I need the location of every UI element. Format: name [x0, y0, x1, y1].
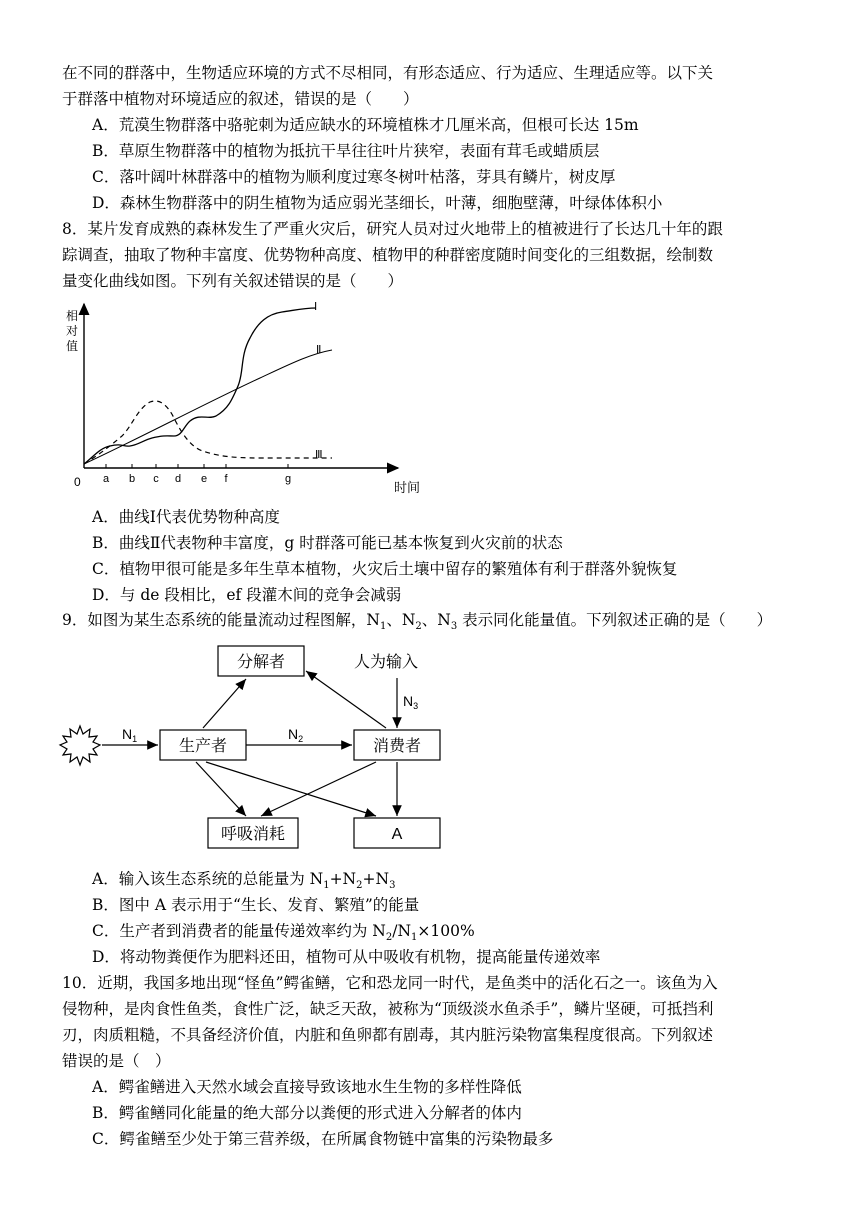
q10-stem-line-3: 刃，肉质粗糙，不具备经济价值，内脏和鱼卵都有剧毒，其内脏污染物富集程度很高。下列叙述: [62, 1026, 714, 1044]
x-tick-label: g: [284, 473, 292, 485]
x-tick-label: b: [128, 473, 136, 485]
q8-option-b: B．曲线Ⅱ代表物种丰富度，g 时群落可能已基本恢复到火灾前的状态: [92, 534, 563, 552]
line-chart: [60, 296, 440, 502]
a-box-label: A: [391, 826, 403, 843]
origin-label: 0: [74, 475, 81, 489]
producer-to-a-arrow: [206, 762, 376, 816]
q10-option-c: C．鳄雀鳝至少处于第三营养级，在所属食物链中富集的污染物最多: [92, 1130, 554, 1148]
y-axis-label-char-3: 值: [66, 339, 79, 353]
q8-stem-line-3: 量变化曲线如图。下列有关叙述错误的是（ ）: [62, 272, 404, 290]
q9-stem: 9．如图为某生态系统的能量流动过程图解，$N_1$、$N_2$、$N_3$ 表示同化能量值。下列叙述正确的是（ ）: [62, 611, 773, 633]
q10-option-a: A．鳄雀鳝进入天然水域会直接导致该地水生生物的多样性降低: [92, 1078, 522, 1096]
sun-icon: [60, 726, 100, 765]
q10-stem-line-2: 侵物种，是肉食性鱼类，食性广泛，缺乏天敌，被称为“顶级淡水鱼杀手”，鳞片坚硬，可抵挡利: [62, 1000, 714, 1018]
producer-label: 生产者: [178, 736, 228, 755]
series-I-line: [84, 308, 316, 464]
x-tick-label: c: [153, 473, 159, 485]
respiration-label: 呼吸消耗: [220, 824, 286, 843]
q9-option-a: A．输入该生态系统的总能量为 $N_1+N_2+N_3$: [92, 870, 396, 892]
q8-option-a: A．曲线Ⅰ代表优势物种高度: [92, 508, 280, 526]
series-II-line: [84, 350, 332, 464]
q9-energy-diagram: [56, 636, 476, 856]
x-tick-label: e: [200, 473, 208, 485]
series-II-label: Ⅱ: [316, 344, 322, 356]
x-tick-label: f: [224, 473, 228, 485]
q7-stem-line-2: 于群落中植物对环境适应的叙述，错误的是（ ）: [62, 90, 419, 108]
series-III-line: [84, 401, 332, 464]
q8-chart: [60, 296, 440, 502]
y-axis-label-char-1: 相: [66, 309, 79, 323]
y-axis-label-char-2: 对: [66, 324, 79, 338]
x-axis-label: 时间: [394, 481, 421, 496]
x-tick-label: d: [174, 473, 182, 485]
x-tick-label: a: [102, 473, 110, 485]
q9-option-c: C．生产者到消费者的能量传递效率约为 $N_2/N_1\times 100\%$: [92, 922, 475, 944]
n2-label: $N_2$: [288, 726, 304, 744]
consumer-to-decomposer-arrow: [306, 671, 386, 728]
human-input-label: 人为输入: [353, 652, 419, 671]
n3-label: $N_3$: [403, 693, 419, 711]
series-III-label: Ⅲ: [315, 449, 323, 461]
q9-option-b: B．图中 A 表示用于“生长、发育、繁殖”的能量: [92, 896, 420, 914]
series-I-label: Ⅰ: [314, 301, 318, 313]
consumer-label: 消费者: [372, 736, 422, 755]
q10-option-b: B．鳄雀鳝同化能量的绝大部分以粪便的形式进入分解者的体内: [92, 1104, 522, 1122]
producer-to-decomposer-arrow: [203, 679, 246, 728]
decomposer-label: 分解者: [236, 652, 286, 671]
energy-flow-diagram: [56, 636, 476, 856]
n1-label: $N_1$: [122, 726, 138, 744]
q7-option-b: B．草原生物群落中的植物为抵抗干旱往往叶片狭窄，表面有茸毛或蜡质层: [92, 142, 600, 160]
q8-option-c: C．植物甲很可能是多年生草本植物，火灾后土壤中留存的繁殖体有利于群落外貌恢复: [92, 560, 678, 578]
q8-stem-line-1: 8．某片发育成熟的森林发生了严重火灾后，研究人员对过火地带上的植被进行了长达几十年的跟: [62, 220, 723, 238]
q7-option-c: C．落叶阔叶林群落中的植物为顺利度过寒冬树叶枯落，芽具有鳞片，树皮厚: [92, 168, 616, 186]
q7-option-d: D．森林生物群落中的阴生植物为适应弱光茎细长，叶薄，细胞壁薄，叶绿体体积小: [92, 194, 663, 212]
q9-option-d: D．将动物粪便作为肥料还田，植物可从中吸收有机物，提高能量传递效率: [92, 948, 601, 966]
q7-stem-line-1: 在不同的群落中，生物适应环境的方式不尽相同，有形态适应、行为适应、生理适应等。以下关: [62, 64, 714, 82]
q10-stem-line-4: 错误的是（ ）: [62, 1052, 171, 1070]
q10-stem-line-1: 10．近期，我国多地出现“怪鱼”鳄雀鳝，它和恐龙同一时代，是鱼类中的活化石之一。该鱼为入: [62, 974, 718, 992]
q7-option-a: A．荒漠生物群落中骆驼刺为适应缺水的环境植株才几厘米高，但根可长达 15m: [92, 116, 639, 134]
q8-option-d: D．与 de 段相比，ef 段灌木间的竞争会减弱: [92, 586, 402, 604]
q8-stem-line-2: 踪调查，抽取了物种丰富度、优势物种高度、植物甲的种群密度随时间变化的三组数据，绘制数: [62, 246, 714, 264]
producer-to-respiration-arrow: [196, 762, 246, 816]
consumer-to-respiration-arrow: [261, 762, 376, 816]
